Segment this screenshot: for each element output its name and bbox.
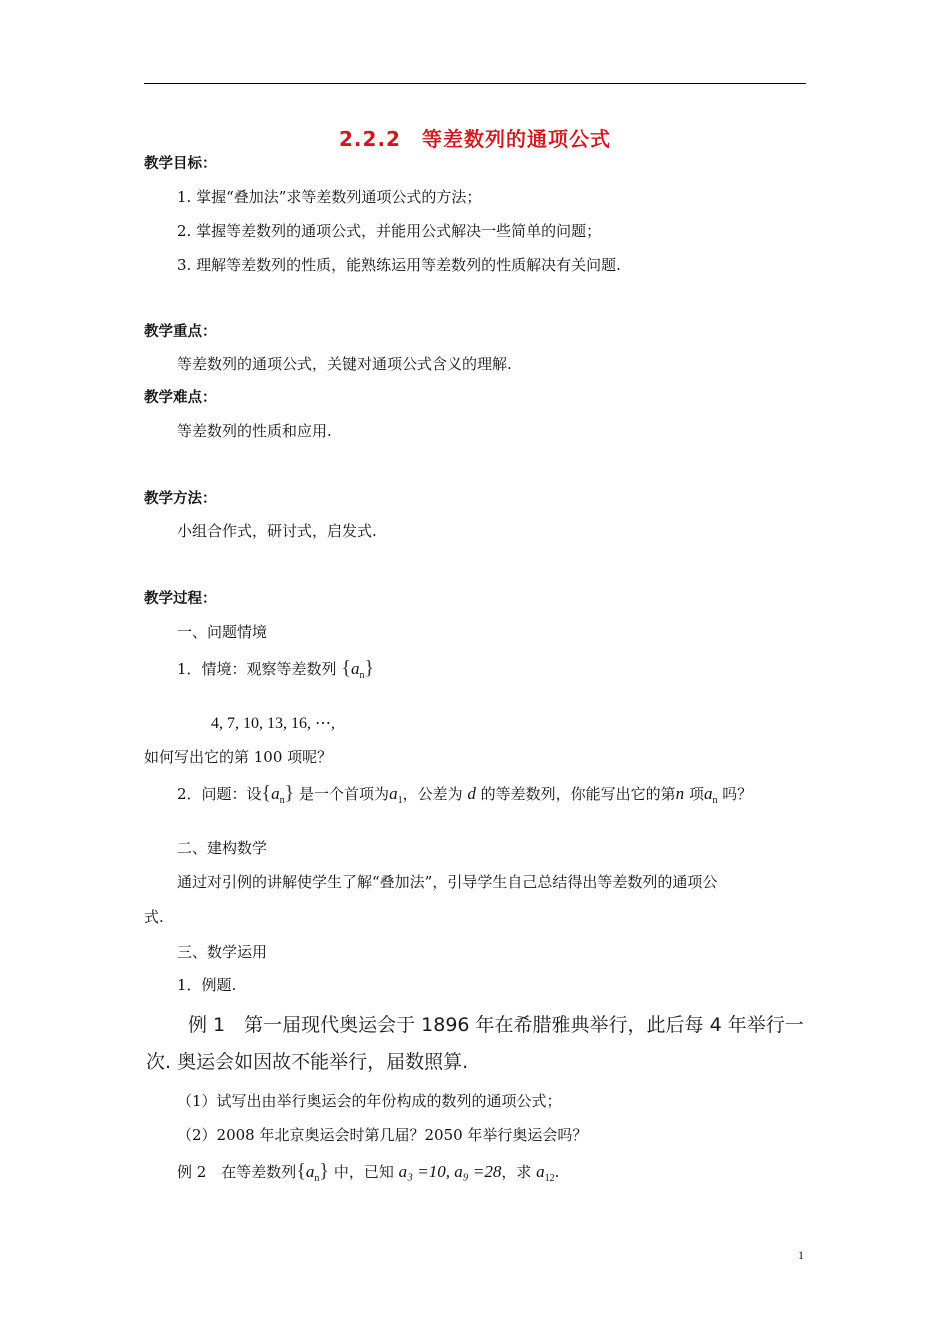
build-text-line: 式.: [144, 908, 164, 926]
sequence-symbol: $\{a_n\}$: [341, 657, 375, 681]
header-rule: [144, 83, 806, 84]
section-heading: 二、建构数学: [177, 839, 268, 857]
section-heading: 一、问题情境: [177, 623, 268, 641]
given-condition: a₃ =10, a₉ =28: [398, 1162, 502, 1181]
objective-item: 3. 理解等差数列的性质，能熟练运用等差数列的性质解决有关问题.: [177, 256, 621, 274]
examples-label: 1．例题.: [177, 976, 237, 994]
target-term-symbol: $a_{12}$: [536, 1162, 555, 1184]
page-number: 1: [798, 1248, 804, 1262]
example1-line: 次. 奥运会如因故不能举行，届数照算.: [146, 1051, 469, 1073]
n-symbol: n: [675, 784, 685, 803]
question-100: 如何写出它的第 100 项呢？: [144, 748, 333, 766]
sequence-values: 4, 7, 10, 13, 16, ⋯,: [211, 715, 335, 732]
situation-label: 1．情境：观察等差数列: [177, 660, 337, 678]
methods-text: 小组合作式，研讨式，启发式.: [177, 522, 377, 540]
difficulties-text: 等差数列的性质和应用.: [177, 422, 332, 440]
common-difference-symbol: d: [467, 784, 476, 803]
page-title: 2.2.2 等差数列的通项公式: [339, 127, 611, 151]
sequence-symbol: $\{a_n\}$: [296, 1160, 330, 1184]
process-heading: 教学过程：: [144, 591, 217, 607]
problem-line: 2．问题：设$\{a_n\}$ 是一个首项为$a_1$，公差为 d 的等差数列，你能写出它的第n 项$a_n$ 吗？: [177, 782, 753, 806]
methods-heading: 教学方法：: [144, 491, 217, 507]
example2-line: 例 2 在等差数列$\{a_n\}$ 中，已知 a₃ =10, a₉ =28，求 $a_{12}$.: [177, 1160, 560, 1184]
objectives-heading: 教学目标：: [144, 156, 217, 172]
example1-question: （1）试写出由举行奥运会的年份构成的数列的通项公式；: [177, 1092, 562, 1110]
objective-item: 1. 掌握“叠加法”求等差数列通项公式的方法；: [177, 188, 482, 206]
objective-item: 2. 掌握等差数列的通项公式，并能用公式解决一些简单的问题；: [177, 222, 602, 240]
nth-term-symbol: $a_n$: [703, 784, 718, 806]
sequence-symbol: $\{a_n\}$: [261, 782, 295, 806]
difficulties-heading: 教学难点：: [144, 390, 217, 406]
situation-line: [177, 657, 374, 681]
key-points-text: 等差数列的通项公式，关键对通项公式含义的理解.: [177, 355, 512, 373]
build-text-line: 通过对引例的讲解使学生了解“叠加法”，引导学生自己总结得出等差数列的通项公: [177, 873, 718, 891]
key-points-heading: 教学重点：: [144, 324, 217, 340]
first-term-symbol: $a_1$: [389, 784, 403, 806]
section-heading: 三、数学运用: [177, 943, 268, 961]
example1-line: 例 1 第一届现代奥运会于 1896 年在希腊雅典举行，此后每 4 年举行一: [188, 1014, 804, 1036]
example1-question: （2）2008 年北京奥运会时第几届？2050 年举行奥运会吗？: [177, 1126, 588, 1144]
